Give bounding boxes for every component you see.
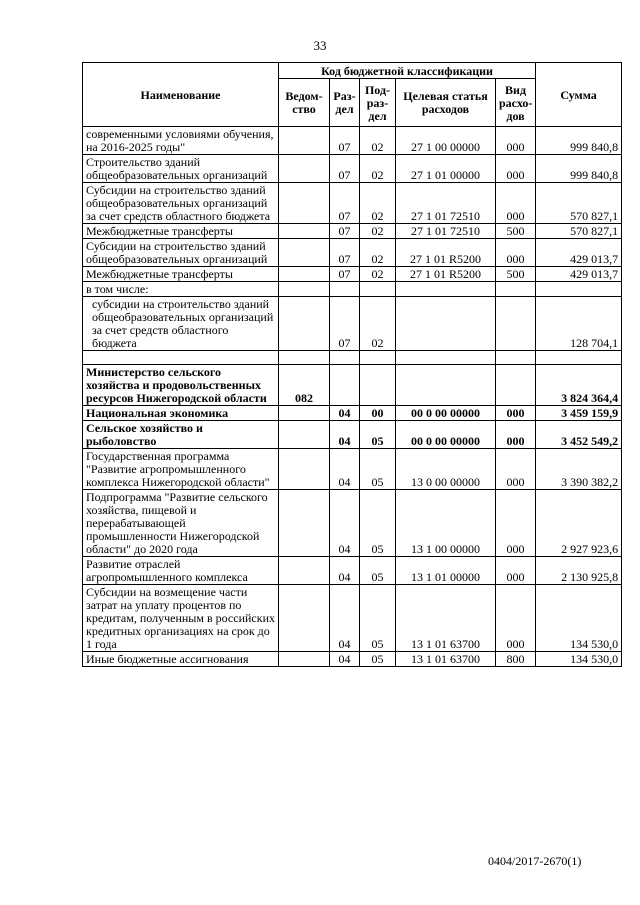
- cell-expense-type: [496, 297, 536, 351]
- table-row: [83, 449, 622, 490]
- cell-amount: 134 530,0: [536, 652, 622, 667]
- cell-ministry: [279, 127, 330, 155]
- budget-table: [82, 62, 622, 667]
- cell-expense-type: 000: [496, 490, 536, 557]
- cell-name: Строительство зданий общеобразовательных организаций: [83, 155, 279, 183]
- cell-target-article: [396, 297, 496, 351]
- cell-subsection: 05: [360, 652, 396, 667]
- cell-name: Иные бюджетные ассигнования: [83, 652, 279, 667]
- cell-target-article: 00 0 00 00000: [396, 406, 496, 421]
- cell-section: 04: [330, 449, 360, 490]
- cell-section: [330, 282, 360, 297]
- cell-subsection: 05: [360, 585, 396, 652]
- cell-expense-type: 000: [496, 421, 536, 449]
- cell-amount: 3 452 549,2: [536, 421, 622, 449]
- table-row: [83, 652, 622, 667]
- cell-name: субсидии на строительство зданий общеобразовательных организаций за счет средств областного бюджета: [83, 297, 279, 351]
- cell-name: Сельское хозяйство и рыболовство: [83, 421, 279, 449]
- cell-expense-type: 000: [496, 585, 536, 652]
- table-row: [83, 282, 622, 297]
- cell-target-article: 13 0 00 00000: [396, 449, 496, 490]
- cell-target-article: [396, 282, 496, 297]
- cell-section: [330, 351, 360, 365]
- cell-ministry: [279, 282, 330, 297]
- cell-target-article: 13 1 01 63700: [396, 652, 496, 667]
- header-subsection: Под-раз-дел: [360, 79, 396, 127]
- cell-amount: 3 824 364,4: [536, 365, 622, 406]
- cell-name: Межбюджетные трансферты: [83, 267, 279, 282]
- cell-subsection: 05: [360, 557, 396, 585]
- cell-ministry: [279, 449, 330, 490]
- cell-name: Субсидии на строительство зданий общеобразовательных организаций: [83, 239, 279, 267]
- cell-expense-type: [496, 282, 536, 297]
- cell-target-article: [396, 351, 496, 365]
- cell-ministry: [279, 652, 330, 667]
- cell-subsection: [360, 282, 396, 297]
- cell-section: 04: [330, 557, 360, 585]
- table-row: [83, 421, 622, 449]
- cell-expense-type: [496, 351, 536, 365]
- table-row: [83, 127, 622, 155]
- cell-name: современными условиями обучения, на 2016-2025 годы": [83, 127, 279, 155]
- cell-ministry: [279, 267, 330, 282]
- cell-name: Национальная экономика: [83, 406, 279, 421]
- table-row: [83, 557, 622, 585]
- cell-name: в том числе:: [83, 282, 279, 297]
- page-number: 33: [313, 38, 327, 53]
- cell-target-article: 00 0 00 00000: [396, 421, 496, 449]
- cell-name: Развитие отраслей агропромышленного комплекса: [83, 557, 279, 585]
- cell-name: [83, 351, 279, 365]
- cell-ministry: [279, 297, 330, 351]
- cell-name: Межбюджетные трансферты: [83, 224, 279, 239]
- cell-target-article: 27 1 01 00000: [396, 155, 496, 183]
- cell-subsection: 02: [360, 297, 396, 351]
- cell-name: Субсидии на строительство зданий общеобразовательных организаций за счет средств областного бюджета: [83, 183, 279, 224]
- table-row: [83, 267, 622, 282]
- header-amount: Сумма: [536, 63, 622, 127]
- header-target-article: Целевая статья расходов: [396, 79, 496, 127]
- cell-subsection: 02: [360, 127, 396, 155]
- table-row: [83, 239, 622, 267]
- cell-ministry: [279, 585, 330, 652]
- cell-section: 04: [330, 652, 360, 667]
- table-row: [83, 490, 622, 557]
- cell-subsection: 05: [360, 449, 396, 490]
- cell-ministry: [279, 224, 330, 239]
- cell-target-article: 27 1 01 72510: [396, 183, 496, 224]
- cell-section: 07: [330, 183, 360, 224]
- cell-subsection: [360, 351, 396, 365]
- table-row: [83, 224, 622, 239]
- cell-ministry: [279, 421, 330, 449]
- table-row: [83, 365, 622, 406]
- cell-amount: 128 704,1: [536, 297, 622, 351]
- cell-subsection: 00: [360, 406, 396, 421]
- table-row: [83, 585, 622, 652]
- cell-section: 07: [330, 297, 360, 351]
- cell-amount: 3 459 159,9: [536, 406, 622, 421]
- cell-amount: [536, 351, 622, 365]
- header-expense-type: Вид расхо-дов: [496, 79, 536, 127]
- cell-amount: 2 927 923,6: [536, 490, 622, 557]
- cell-target-article: 13 1 01 00000: [396, 557, 496, 585]
- table-row: [83, 351, 622, 365]
- cell-amount: 570 827,1: [536, 183, 622, 224]
- header-section: Раз-дел: [330, 79, 360, 127]
- cell-target-article: 27 1 01 72510: [396, 224, 496, 239]
- cell-section: 04: [330, 406, 360, 421]
- cell-name: Государственная программа "Развитие агропромышленного комплекса Нижегородской области": [83, 449, 279, 490]
- cell-subsection: 02: [360, 224, 396, 239]
- cell-amount: 570 827,1: [536, 224, 622, 239]
- cell-name: Подпрограмма "Развитие сельского хозяйства, пищевой и перерабатывающей промышленности Нижегородской области" до 2020 года: [83, 490, 279, 557]
- cell-amount: 999 840,8: [536, 127, 622, 155]
- cell-subsection: 02: [360, 239, 396, 267]
- cell-expense-type: 000: [496, 449, 536, 490]
- cell-name: Субсидии на возмещение части затрат на уплату процентов по кредитам, полученным в российских кредитных организациях на срок до 1 года: [83, 585, 279, 652]
- cell-ministry: [279, 406, 330, 421]
- cell-expense-type: 000: [496, 406, 536, 421]
- cell-amount: 999 840,8: [536, 155, 622, 183]
- cell-amount: [536, 282, 622, 297]
- cell-amount: 429 013,7: [536, 239, 622, 267]
- table-row: [83, 406, 622, 421]
- cell-section: 04: [330, 490, 360, 557]
- cell-target-article: 13 1 01 63700: [396, 585, 496, 652]
- cell-section: 04: [330, 585, 360, 652]
- cell-ministry: [279, 351, 330, 365]
- cell-section: 07: [330, 267, 360, 282]
- cell-section: [330, 365, 360, 406]
- cell-amount: 134 530,0: [536, 585, 622, 652]
- cell-expense-type: 000: [496, 239, 536, 267]
- cell-amount: 3 390 382,2: [536, 449, 622, 490]
- cell-subsection: [360, 365, 396, 406]
- cell-target-article: 27 1 01 R5200: [396, 267, 496, 282]
- cell-ministry: [279, 183, 330, 224]
- cell-expense-type: [496, 365, 536, 406]
- table-body: [83, 127, 622, 667]
- cell-ministry: [279, 557, 330, 585]
- header-code-group: Код бюджетной классификации: [279, 63, 536, 79]
- cell-subsection: 05: [360, 490, 396, 557]
- cell-expense-type: 000: [496, 155, 536, 183]
- cell-ministry: 082: [279, 365, 330, 406]
- cell-expense-type: 500: [496, 224, 536, 239]
- cell-section: 07: [330, 155, 360, 183]
- cell-name: Министерство сельского хозяйства и продовольственных ресурсов Нижегородской области: [83, 365, 279, 406]
- cell-target-article: 13 1 00 00000: [396, 490, 496, 557]
- cell-expense-type: 000: [496, 127, 536, 155]
- cell-section: 07: [330, 127, 360, 155]
- cell-section: 07: [330, 224, 360, 239]
- cell-section: 07: [330, 239, 360, 267]
- document-code: 0404/2017-2670(1): [488, 854, 582, 868]
- cell-amount: 2 130 925,8: [536, 557, 622, 585]
- cell-subsection: 02: [360, 155, 396, 183]
- cell-target-article: 27 1 00 00000: [396, 127, 496, 155]
- cell-ministry: [279, 490, 330, 557]
- cell-subsection: 05: [360, 421, 396, 449]
- cell-subsection: 02: [360, 267, 396, 282]
- cell-target-article: [396, 365, 496, 406]
- table-row: [83, 183, 622, 224]
- cell-ministry: [279, 239, 330, 267]
- cell-ministry: [279, 155, 330, 183]
- header-ministry: Ведом-ство: [279, 79, 330, 127]
- table-row: [83, 155, 622, 183]
- header-name: Наименование: [83, 63, 279, 127]
- table-row: [83, 297, 622, 351]
- cell-expense-type: 500: [496, 267, 536, 282]
- cell-subsection: 02: [360, 183, 396, 224]
- cell-target-article: 27 1 01 R5200: [396, 239, 496, 267]
- cell-expense-type: 000: [496, 557, 536, 585]
- cell-section: 04: [330, 421, 360, 449]
- cell-expense-type: 000: [496, 183, 536, 224]
- cell-expense-type: 800: [496, 652, 536, 667]
- cell-amount: 429 013,7: [536, 267, 622, 282]
